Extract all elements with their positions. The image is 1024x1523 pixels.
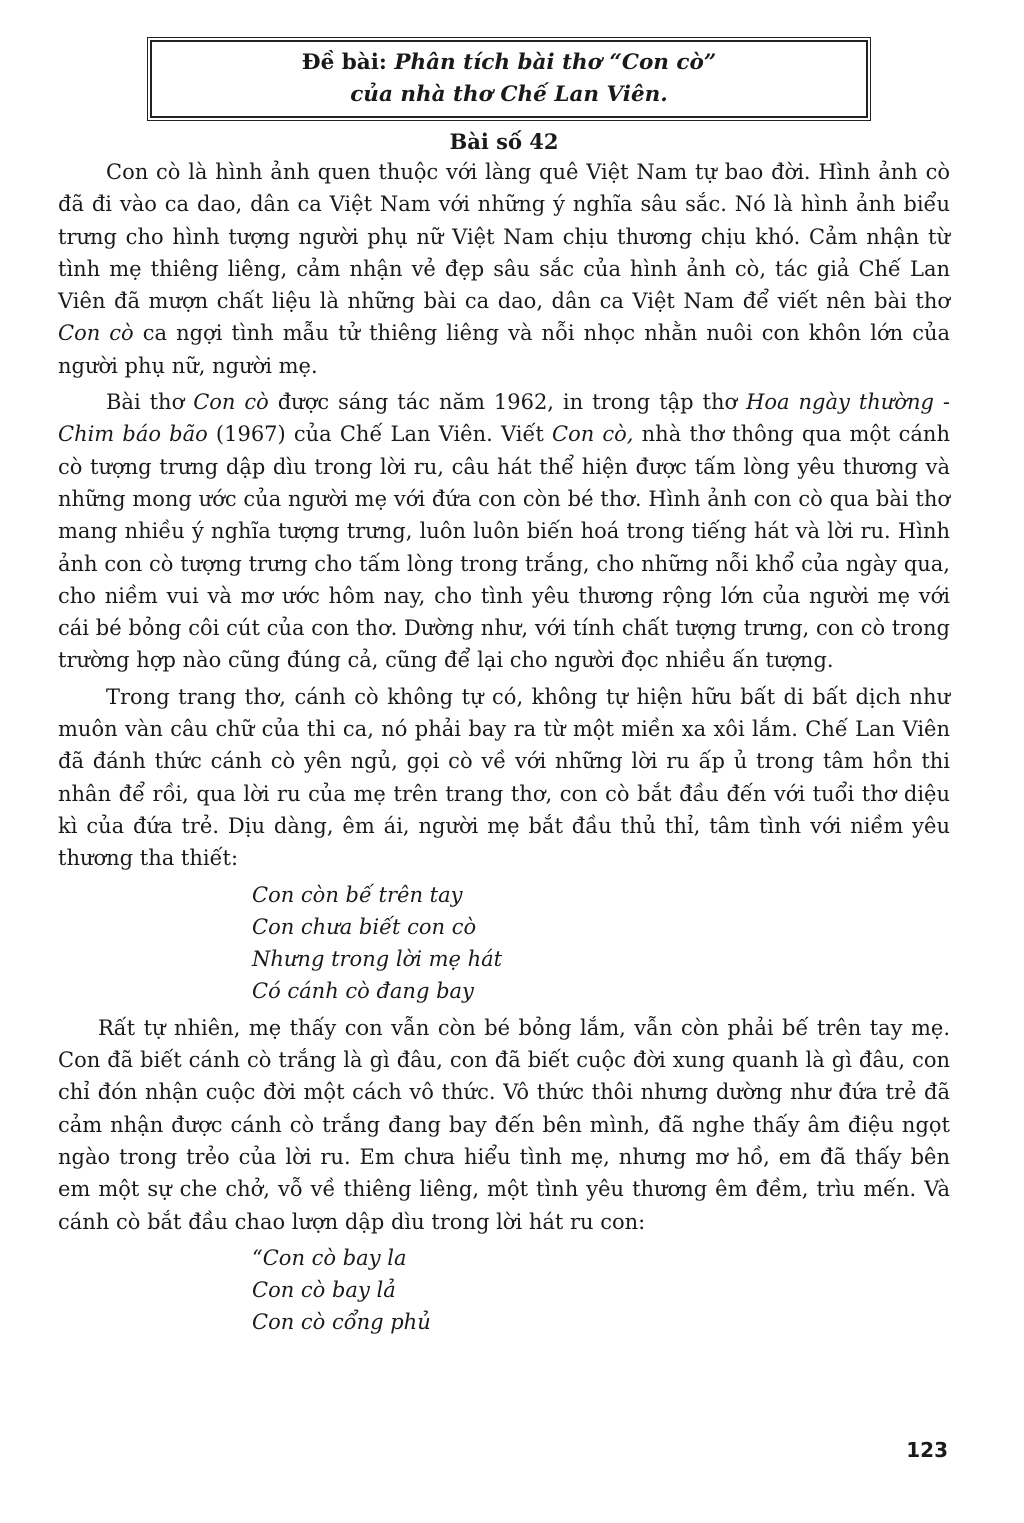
- paragraph-1: [58, 156, 950, 382]
- paragraph-2-a: Bài thơ: [106, 390, 194, 415]
- poem-line: “Con cò bay la: [252, 1245, 407, 1270]
- paragraph-2-b: được sáng tác năm 1962, in trong tập thơ: [268, 390, 747, 415]
- page-content: [58, 40, 950, 1343]
- poem-line: Con chưa biết con cò: [252, 914, 477, 939]
- paragraph-4: Rất tự nhiên, mẹ thấy con vẫn còn bé bỏng lắm, vẫn còn phải bế trên tay mẹ. Con đã biết cánh cò trắng là gì đâu, con đã biết cuộc đời xung quanh là gì đâu, con chỉ đón nhận cuộc đời một cách vô thức. Vô thức thôi nhưng dường như đứa trẻ đã cảm nhận được cánh cò trắng đang bay đến bên mình, đã nghe thấy âm điệu ngọt ngào trong trẻo của lời ru. Em chưa hiểu tình mẹ, nhưng mơ hồ, em đã thấy bên em một sự che chở, vỗ về thiêng liêng, một tình yêu thương êm đềm, trìu mến. Và cánh cò bắt đầu chao lượn dập dìu trong lời hát ru con:: [58, 1015, 950, 1234]
- poem-line: Con cò cổng phủ: [252, 1310, 431, 1335]
- title-text-2: của nhà thơ Chế Lan Viên.: [350, 82, 668, 107]
- paragraph-2-d: nhà thơ thông qua một cánh cò tượng trưng dập dìu trong lời ru, câu hát thể hiện được tấm lòng yêu thương và những mong ước của người mẹ với đứa con còn bé thơ. Hình ảnh con cò qua bài thơ mang nhiều ý nghĩa tượng trưng, luôn luôn biến hoá trong tiếng hát và lời ru. Hình ảnh con cò tượng trưng cho tấm lòng trong trắng, cho những nỗi khổ của ngày qua, cho niềm vui và mơ ước hôm nay, cho tình yêu thương rộng lớn của người mẹ với cái bé bỏng côi cút của con thơ. Dường như, với tính chất tượng trưng, con cò trong trường hợp nào cũng đúng cả, cũng để lại cho người đọc nhiều ấn tượng.: [58, 422, 950, 673]
- poem-line: Con còn bế trên tay: [252, 882, 463, 907]
- paragraph-2-italic-1: Con cò: [193, 390, 269, 415]
- poem-excerpt-1: [252, 879, 950, 1008]
- paragraph-2: [58, 386, 950, 677]
- paragraph-1-italic: Con cò: [58, 321, 134, 346]
- title-label: Đề bài:: [301, 50, 387, 75]
- title-text-1: Phân tích bài thơ “Con cò”: [394, 50, 717, 75]
- paragraph-2-italic-3: Con cò,: [552, 422, 634, 447]
- poem-line: Có cánh cò đang bay: [252, 979, 474, 1004]
- assignment-title-box: [150, 40, 868, 118]
- page-number: 123: [906, 1438, 948, 1462]
- paragraph-1-end: ca ngợi tình mẫu tử thiêng liêng và nỗi nhọc nhằn nuôi con khôn lớn của người phụ nữ, người mẹ.: [58, 321, 950, 378]
- poem-line: Nhưng trong lời mẹ hát: [252, 947, 503, 972]
- poem-line: Con cò bay lả: [252, 1278, 396, 1303]
- paragraph-1-text: Con cò là hình ảnh quen thuộc với làng quê Việt Nam tự bao đời. Hình ảnh cò đã đi vào ca dao, dân ca Việt Nam với những ý nghĩa sâu sắc. Nó là hình ảnh biểu trưng cho hình tượng người phụ nữ Việt Nam chịu thương chịu khó. Cảm nhận từ tình mẹ thiêng liêng, cảm nhận vẻ đẹp sâu sắc của hình ảnh cò, tác giả Chế Lan Viên đã mượn chất liệu là những bài ca dao, dân ca Việt Nam để viết nên bài thơ: [58, 160, 950, 314]
- paragraph-3: Trong trang thơ, cánh cò không tự có, không tự hiện hữu bất di bất dịch như muôn vàn câu chữ của thi ca, nó phải bay ra từ một miền xa xôi lắm. Chế Lan Viên đã đánh thức cánh cò yên ngủ, gọi cò về với những lời ru ấp ủ trong tâm hồn thi nhân để rồi, qua lời ru của mẹ trên trang thơ, con cò bắt đầu đến với tuổi thơ diệu kì của đứa trẻ. Dịu dàng, êm ái, người mẹ bắt đầu thủ thỉ, tâm tình với niềm yêu thương tha thiết:: [58, 684, 950, 871]
- poem-excerpt-2: [252, 1242, 950, 1339]
- title-line-1: [302, 47, 716, 79]
- paragraph-2-italic-2: Hoa ngày thường - Chim báo bão: [58, 390, 950, 447]
- essay-number: Bài số 42: [449, 129, 559, 154]
- paragraph-2-c: (1967) của Chế Lan Viên. Viết: [207, 422, 552, 447]
- title-line-2: [350, 79, 668, 111]
